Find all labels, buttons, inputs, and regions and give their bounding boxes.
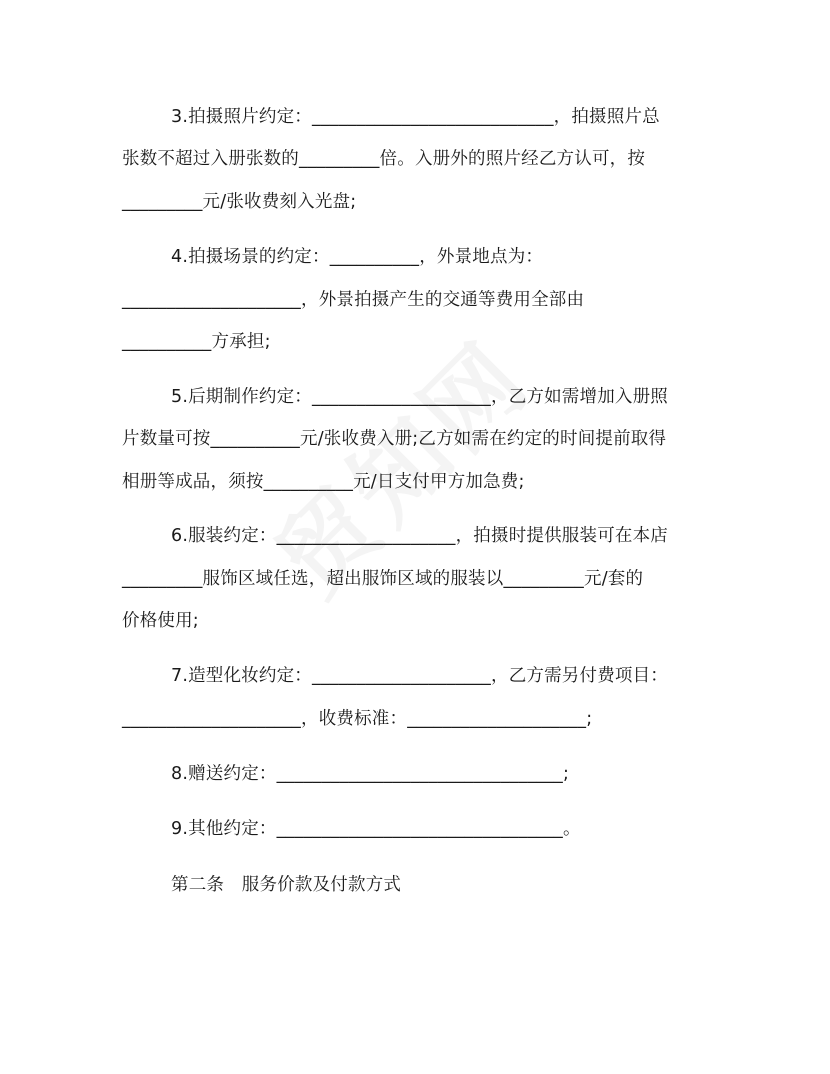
clause-6-line-3: 价格使用; — [122, 611, 199, 631]
clause-7-line-1: 7.造型化妆约定：____________________，乙方需另付费项目： — [171, 666, 668, 686]
clause-6-line-2: _________服饰区域任选，超出服饰区域的服装以_________元/套的 — [122, 569, 644, 589]
clause-5-line-2: 片数量可按__________元/张收费入册;乙方如需在约定的时间提前取得 — [122, 429, 667, 449]
clause-3-line-1: 3.拍摄照片约定：___________________________，拍摄照片总 — [171, 107, 660, 127]
clause-7-line-2: ____________________，收费标准：____________________; — [122, 709, 593, 729]
article-2-heading: 第二条 服务价款及付款方式 — [171, 875, 402, 895]
clause-4-line-2: ____________________，外景拍摄产生的交通等费用全部由 — [122, 290, 585, 310]
clause-8-line: 8.赠送约定：________________________________; — [171, 764, 570, 784]
clause-5-line-3: 相册等成品，须按__________元/日支付甲方加急费; — [122, 472, 525, 492]
clause-9-line: 9.其他约定：________________________________。 — [171, 819, 581, 839]
clause-6-line-1: 6.服装约定：____________________，拍摄时提供服装可在本店 — [171, 526, 668, 546]
clause-5-line-1: 5.后期制作约定：____________________，乙方如需增加入册照 — [171, 387, 668, 407]
clause-3-line-2: 张数不超过入册张数的_________倍。入册外的照片经乙方认可，按 — [122, 149, 646, 169]
clause-4-line-1: 4.拍摄场景的约定：__________，外景地点为： — [171, 247, 544, 267]
clause-3-line-3: _________元/张收费刻入光盘; — [122, 192, 357, 212]
clause-4-line-3: __________方承担; — [122, 332, 271, 352]
